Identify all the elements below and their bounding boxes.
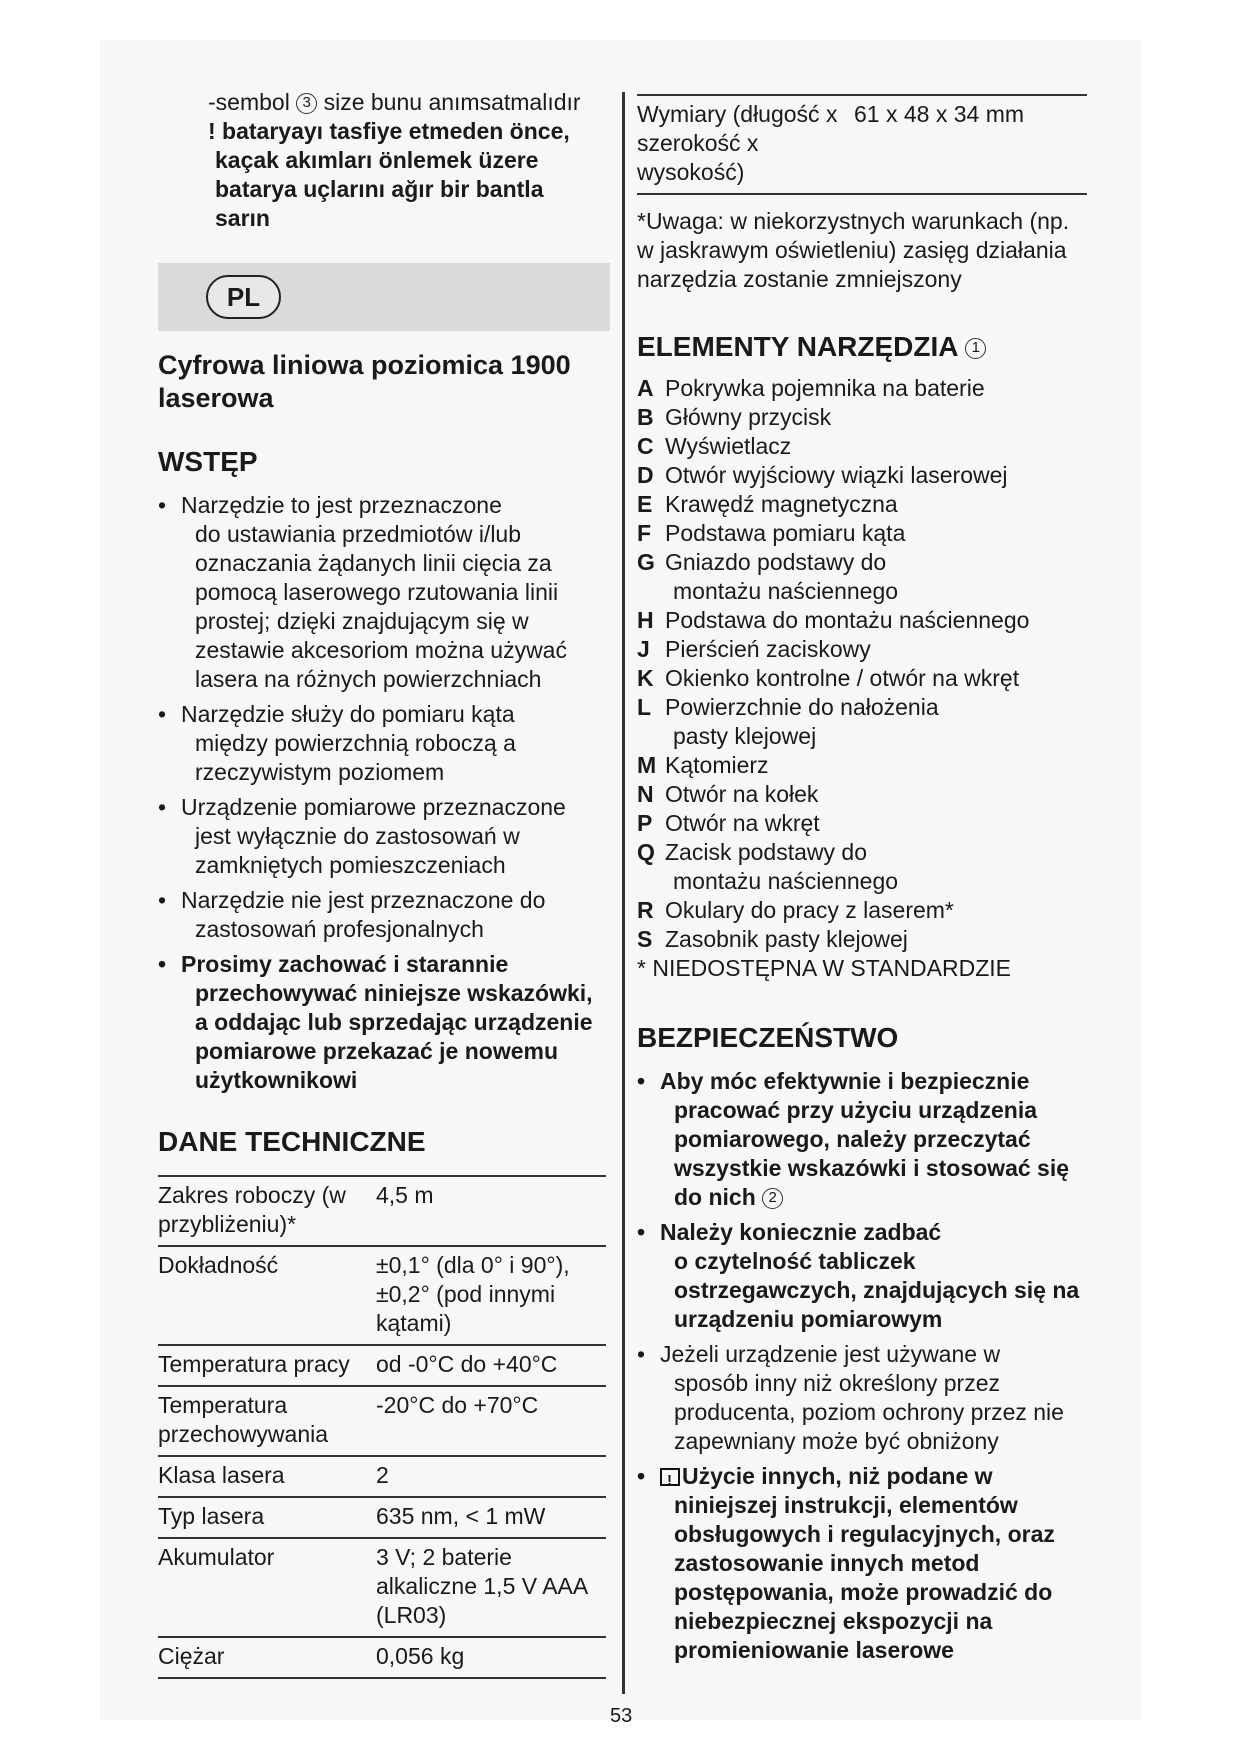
range-note: *Uwaga: w niekorzystnych warunkach (np. w jaskrawym oświetleniu) zasięg działania narzędzia zostanie zmniejszony	[637, 208, 1070, 292]
product-title: Cyfrowa liniowa poziomica 1900 laserowa	[158, 350, 571, 413]
list-item: D Otwór wyjściowy wiązki laserowej	[637, 462, 1008, 488]
table-row: Ciężar 0,056 kg	[158, 1637, 606, 1678]
table-row: Typ lasera 635 nm, < 1 mW	[158, 1497, 606, 1538]
laser-warning-icon	[660, 1468, 680, 1486]
circle-number: 2	[762, 1188, 783, 1209]
table-row: Dokładność ±0,1° (dla 0° i 90°), ±0,2° (pod innymi kątami)	[158, 1246, 606, 1345]
table-row: Temperatura pracy od -0°C do +40°C	[158, 1345, 606, 1386]
wstep-list	[158, 491, 608, 1095]
table-row: Akumulator 3 V; 2 baterie alkaliczne 1,5 V AAA (LR03)	[158, 1538, 606, 1637]
table-row: Temperatura przechowywania -20°C do +70°C	[158, 1386, 606, 1456]
table-row: Zakres roboczy (w przybliżeniu)* 4,5 m	[158, 1176, 606, 1246]
list-item: B Główny przycisk	[637, 404, 832, 430]
elements-footnote: * NIEDOSTĘPNA W STANDARDZIE	[637, 955, 1012, 981]
elements-list	[637, 374, 1092, 954]
intro-tr-line: -sembol 3 size bunu anımsatmalıdır	[208, 89, 581, 115]
list-item: P Otwór na wkręt	[637, 810, 820, 836]
list-item: C Wyświetlacz	[637, 433, 792, 459]
list-item: L Powierzchnie do nałożenia pasty klejowej	[637, 694, 939, 749]
page-number: 53	[610, 1705, 633, 1727]
list-item: • Urządzenie pomiarowe przeznaczone jest wyłącznie do zastosowań w zamkniętych pomieszczeniach	[158, 793, 608, 880]
circle-number: 3	[296, 93, 317, 114]
intro-tr-bold: ! bataryayı tasfiye etmeden önce, kaçak akımları önlemek üzere batarya uçlarını ağır bir bantla sarın	[208, 118, 570, 231]
list-item: • Narzędzie to jest przeznaczone do ustawiania przedmiotów i/lub oznaczania żądanych linii cięcia za pomocą laserowego rzutowania linii prostej; dzięki znajdującym się w zestawie akcesoriom można używać lasera na różnych powierzchniach	[158, 491, 608, 694]
list-item: A Pokrywka pojemnika na baterie	[637, 375, 985, 401]
list-item: N Otwór na kołek	[637, 781, 819, 807]
list-item: • Aby móc efektywnie i bezpiecznie pracować przy użyciu urządzenia pomiarowego, należy przeczytać wszystkie wskazówki i stosować się do nich 2	[637, 1067, 1092, 1212]
dimensions-row: Wymiary (długość x szerokość x wysokość) 61 x 48 x 34 mm	[637, 94, 1087, 195]
list-item: • Prosimy zachować i starannie przechowywać niniejsze wskazówki, a oddając lub sprzedając urządzenie pomiarowe przekazać je nowemu użytkownikowi	[158, 950, 608, 1095]
table-row: Klasa lasera 2	[158, 1456, 606, 1497]
list-item: !• Użycie innych, niż podane w niniejszej instrukcji, elementów obsługowych i regulacyjnych, oraz zastosowanie innych metod postępowania, może prowadzić do niebezpiecznej ekspozycji na promieniowanie laserowe	[637, 1462, 1092, 1665]
list-item: E Krawędź magnetyczna	[637, 491, 898, 517]
list-item: • Narzędzie nie jest przeznaczone do zastosowań profesjonalnych	[158, 886, 608, 944]
list-item: K Okienko kontrolne / otwór na wkręt	[637, 665, 1020, 691]
language-band	[158, 263, 610, 331]
language-badge: PL	[206, 275, 281, 319]
right-column	[637, 94, 1092, 1671]
list-item: • Należy koniecznie zadbać o czytelność tabliczek ostrzegawczych, znajdujących się na urządzeniu pomiarowym	[637, 1218, 1092, 1334]
list-item: G Gniazdo podstawy do montażu naściennego	[637, 549, 899, 604]
spec-table	[158, 1175, 606, 1679]
list-item: • Jeżeli urządzenie jest używane w sposób inny niż określony przez producenta, poziom ochrony przez nie zapewniany może być obniżony	[637, 1340, 1092, 1456]
section-heading-wstep: WSTĘP	[158, 446, 258, 477]
section-heading-bezp: BEZPIECZEŃSTWO	[637, 1022, 899, 1053]
left-column	[158, 88, 608, 1679]
list-item: • Narzędzie służy do pomiaru kąta między powierzchnią roboczą a rzeczywistym poziomem	[158, 700, 608, 787]
list-item: F Podstawa pomiaru kąta	[637, 520, 906, 546]
list-item: S Zasobnik pasty klejowej	[637, 926, 908, 952]
list-item: M Kątomierz	[637, 752, 769, 778]
safety-list	[637, 1067, 1092, 1665]
list-item: R Okulary do pracy z laserem*	[637, 897, 954, 923]
column-divider	[622, 92, 625, 1694]
list-item: J Pierścień zaciskowy	[637, 636, 871, 662]
list-item: H Podstawa do montażu naściennego	[637, 607, 1030, 633]
list-item: Q Zacisk podstawy do montażu naściennego	[637, 839, 899, 894]
circle-number: 1	[965, 338, 986, 359]
section-heading-elementy: ELEMENTY NARZĘDZIA 1	[637, 330, 1092, 364]
section-heading-dane: DANE TECHNICZNE	[158, 1126, 426, 1157]
